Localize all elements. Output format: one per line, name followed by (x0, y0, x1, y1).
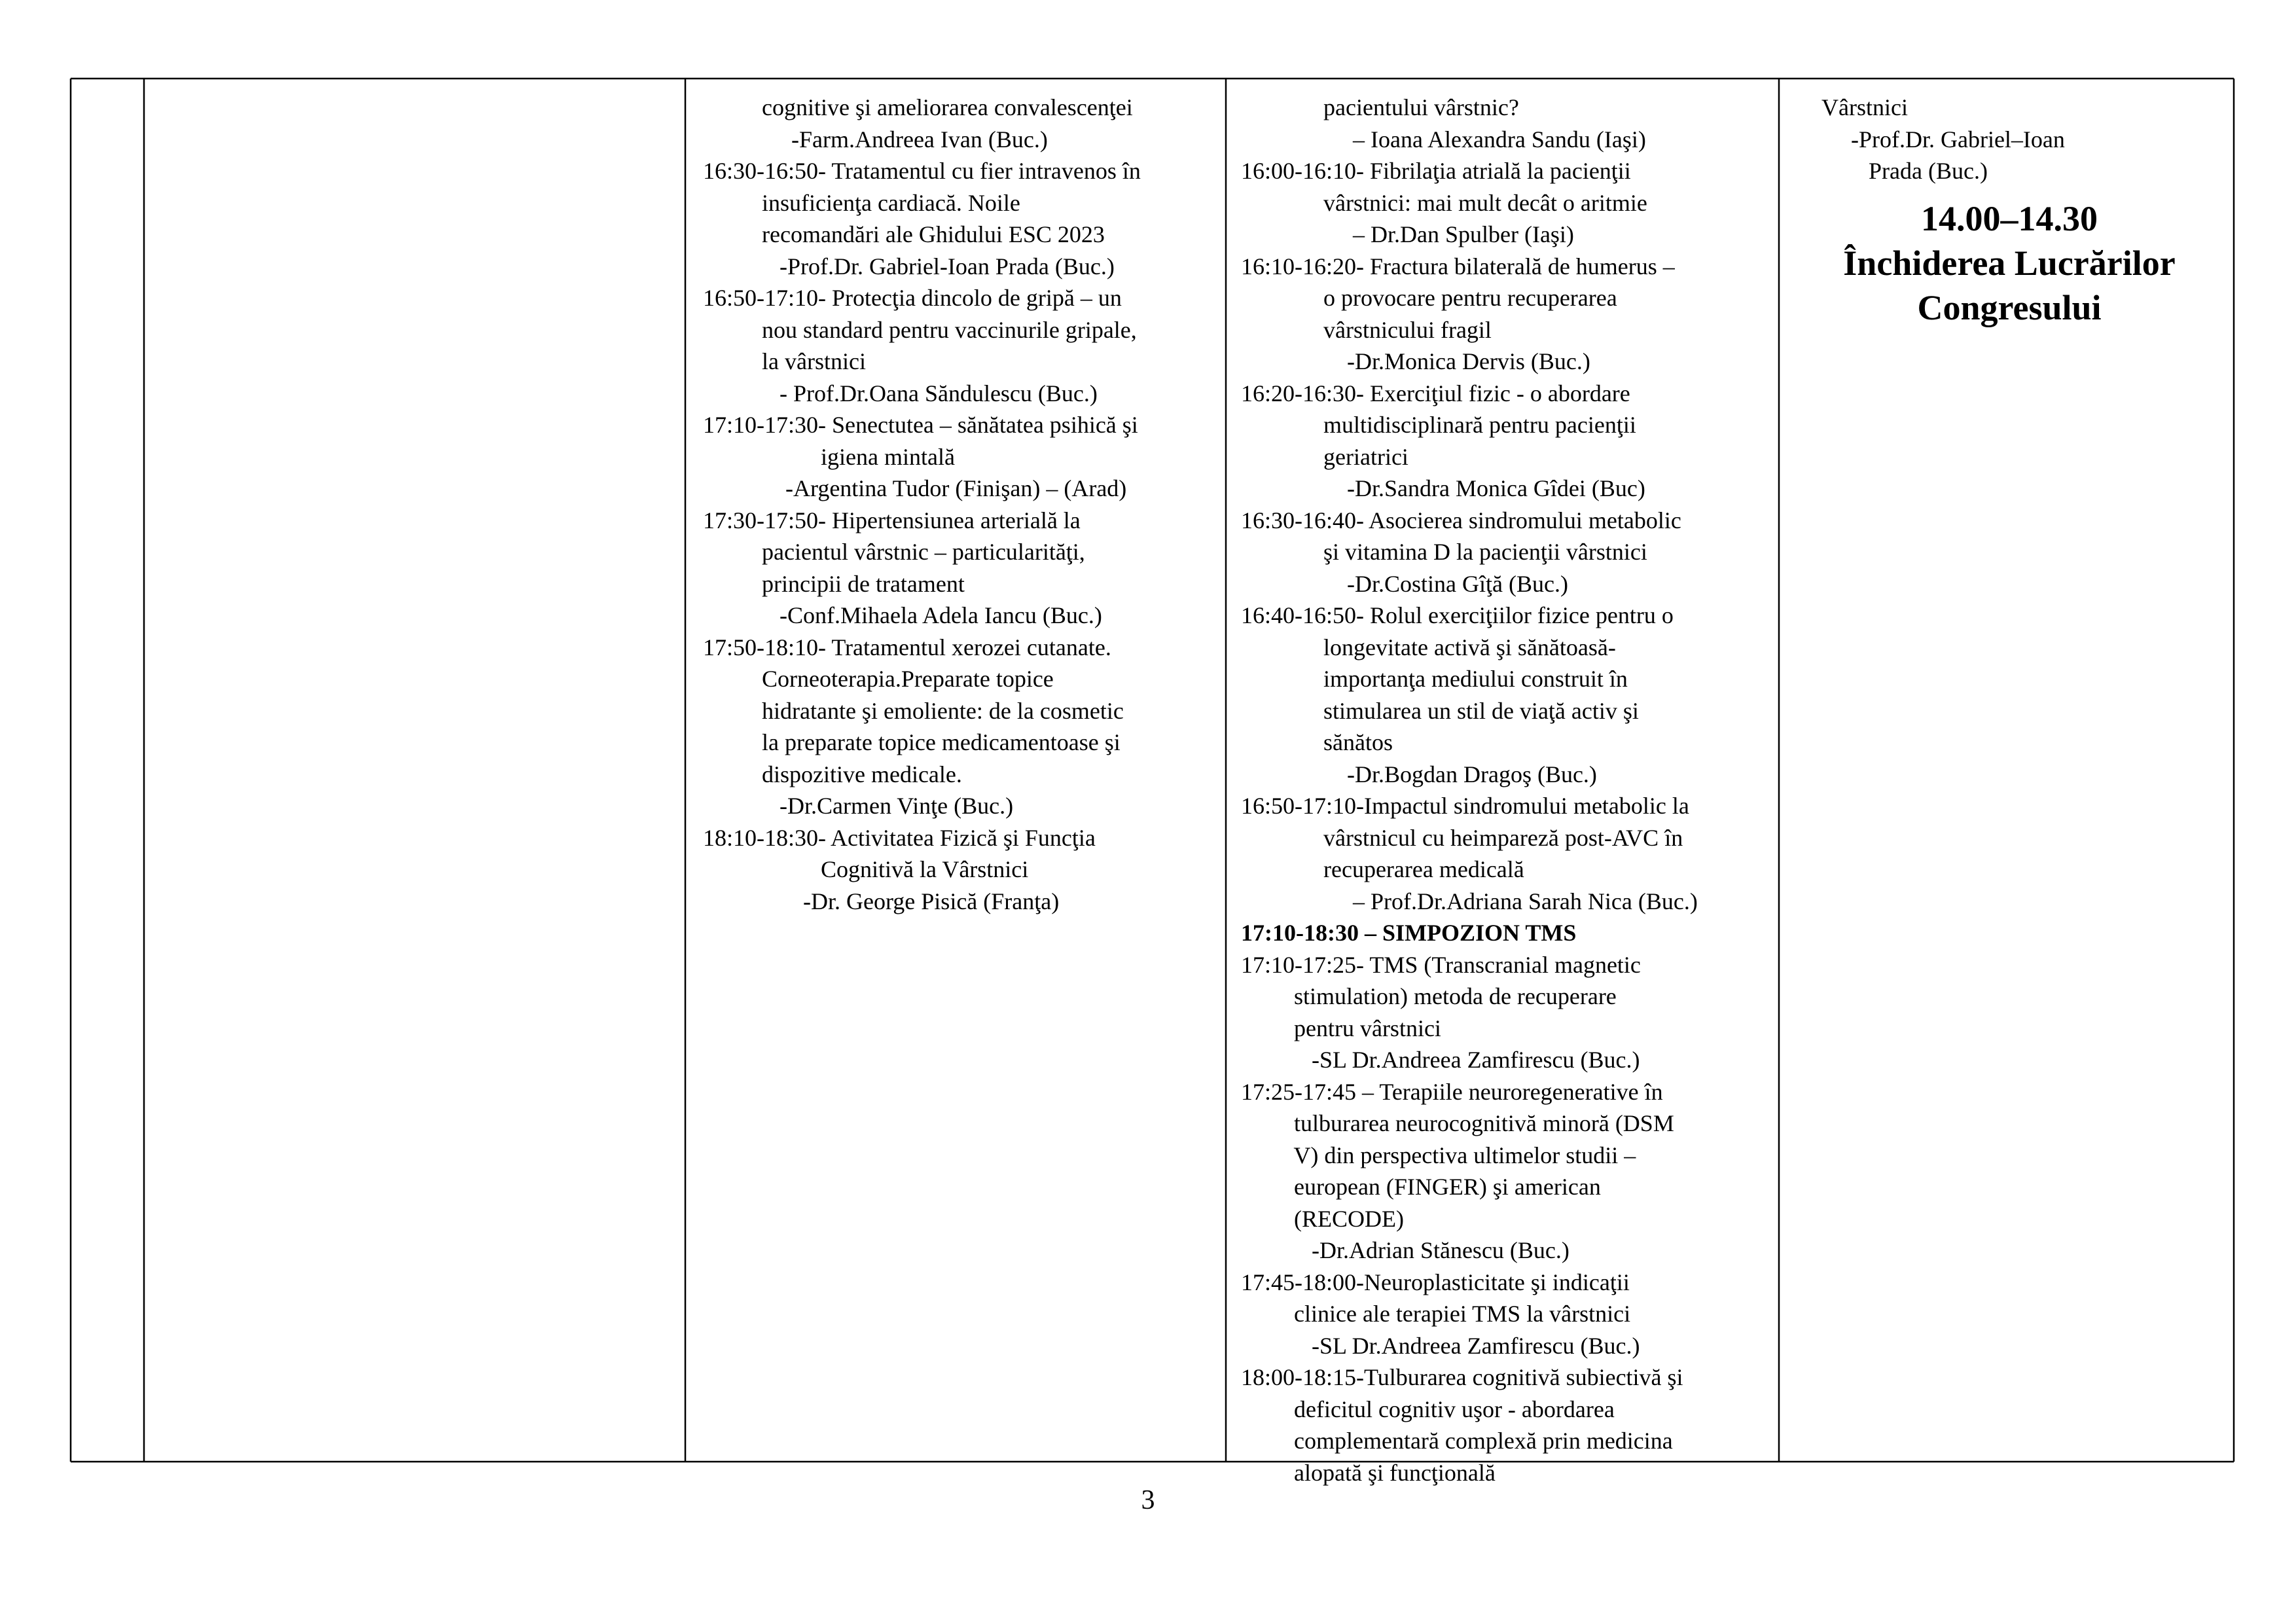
page-number: 3 (1141, 1485, 1155, 1515)
closing-time: 14.00–14.30 (1921, 199, 2098, 238)
program-line: deficitul cognitiv uşor - abordarea (1241, 1396, 1615, 1422)
program-line: 17:10-17:25- TMS (Transcranial magnetic (1241, 951, 1641, 978)
program-line: vârstnicului fragil (1241, 316, 1492, 343)
program-line: tulburarea neurocognitivă minoră (DSM (1241, 1110, 1674, 1136)
program-line: -Conf.Mihaela Adela Iancu (Buc.) (703, 602, 1102, 628)
program-line: 16:40-16:50- Rolul exerciţiilor fizice pentru o (1241, 602, 1674, 628)
program-line: 17:45-18:00-Neuroplasticitate şi indicaţii (1241, 1269, 1630, 1295)
program-line: -Dr.Sandra Monica Gîdei (Buc) (1241, 475, 1645, 501)
program-line: 16:50-17:10- Protecţia dincolo de gripă – un (703, 285, 1122, 311)
program-line: Vârstnici (1821, 94, 1908, 120)
program-line: igiena mintală (703, 443, 955, 470)
program-line: stimularea un stil de viaţă activ şi (1241, 697, 1639, 724)
program-line: – Ioana Alexandra Sandu (Iaşi) (1241, 126, 1646, 153)
program-line: vârstnicul cu heimpareză post-AVC în (1241, 824, 1683, 851)
program-line: stimulation) metoda de recuperare (1241, 983, 1617, 1009)
program-line: -SL Dr.Andreea Zamfirescu (Buc.) (1241, 1047, 1640, 1073)
program-line: cognitive şi ameliorarea convalescenţei (703, 94, 1133, 120)
program-line: -Farm.Andreea Ivan (Buc.) (703, 126, 1048, 153)
program-line: 16:10-16:20- Fractura bilaterală de humerus – (1241, 253, 1675, 280)
program-line: -Dr.Adrian Stănescu (Buc.) (1241, 1237, 1570, 1263)
program-line: -Dr.Monica Dervis (Buc.) (1241, 348, 1590, 374)
program-line: clinice ale terapiei TMS la vârstnici (1241, 1301, 1631, 1327)
program-line: complementară complexă prin medicina (1241, 1428, 1673, 1454)
program-line: pacientului vârstnic? (1241, 94, 1519, 120)
program-line: - Prof.Dr.Oana Săndulescu (Buc.) (703, 380, 1098, 406)
program-line: 16:30-16:50- Tratamentul cu fier intravenos în (703, 158, 1141, 184)
program-line: – Dr.Dan Spulber (Iaşi) (1241, 221, 1574, 247)
program-line: şi vitamina D la pacienţii vârstnici (1241, 539, 1647, 565)
program-line: -Dr. George Pisică (Franţa) (703, 888, 1060, 914)
program-line: 18:10-18:30- Activitatea Fizică şi Funcţia (703, 824, 1096, 851)
program-line: sănătos (1241, 729, 1393, 755)
program-line: Prada (Buc.) (1821, 158, 1988, 184)
program-line: -Dr.Bogdan Dragoş (Buc.) (1241, 761, 1597, 787)
program-line: 16:50-17:10-Impactul sindromului metabolic la (1241, 793, 1689, 819)
closing-title-line-2: Congresului (1917, 288, 2102, 327)
program-line: la vârstnici (703, 348, 866, 374)
program-line: Cognitivă la Vârstnici (703, 856, 1029, 882)
program-line: V) din perspectiva ultimelor studii – (1241, 1142, 1636, 1168)
program-line: recuperarea medicală (1241, 856, 1524, 882)
program-line: european (FINGER) şi american (1241, 1174, 1601, 1200)
program-line: longevitate activă şi sănătoasă- (1241, 634, 1616, 660)
program-line: 17:10-17:30- Senectutea – sănătatea psihică şi (703, 412, 1138, 438)
program-line: principii de tratament (703, 570, 965, 597)
program-line: Corneoterapia.Preparate topice (703, 666, 1054, 692)
program-line: nou standard pentru vaccinurile gripale, (703, 316, 1137, 343)
program-line: 16:20-16:30- Exerciţiul fizic - o abordare (1241, 380, 1630, 406)
program-column-3 (703, 92, 1141, 917)
program-line: recomandări ale Ghidului ESC 2023 (703, 221, 1105, 247)
program-line: 17:10-18:30 – SIMPOZION TMS (1241, 920, 1577, 946)
program-line: 16:30-16:40- Asocierea sindromului metabolic (1241, 507, 1681, 533)
program-line: alopată şi funcţională (1241, 1459, 1496, 1486)
program-line: la preparate topice medicamentoase şi (703, 729, 1121, 755)
program-line: (RECODE) (1241, 1205, 1404, 1232)
program-line: – Prof.Dr.Adriana Sarah Nica (Buc.) (1241, 888, 1698, 914)
program-line: -SL Dr.Andreea Zamfirescu (Buc.) (1241, 1332, 1640, 1359)
program-line: -Dr.Costina Gîţă (Buc.) (1241, 570, 1568, 597)
program-line: insuficienţa cardiacă. Noile (703, 189, 1020, 216)
program-line: importanţa mediului construit în (1241, 666, 1628, 692)
closing-title-line-1: Închiderea Lucrărilor (1843, 244, 2176, 283)
program-line: 16:00-16:10- Fibrilaţia atrială la pacienţii (1241, 158, 1631, 184)
program-line: -Prof.Dr. Gabriel–Ioan (1821, 126, 2065, 153)
program-line: -Dr.Carmen Vinţe (Buc.) (703, 793, 1014, 819)
program-line: hidratante şi emoliente: de la cosmetic (703, 697, 1124, 724)
program-column-4 (1241, 92, 1698, 1489)
program-line: 17:25-17:45 – Terapiile neuroregenerative în (1241, 1078, 1663, 1105)
program-line: geriatrici (1241, 443, 1408, 470)
program-line: multidisciplinară pentru pacienţii (1241, 412, 1636, 438)
program-line: 17:50-18:10- Tratamentul xerozei cutanate. (703, 634, 1111, 660)
closing-title (1782, 241, 2237, 330)
program-line: pacientul vârstnic – particularităţi, (703, 539, 1085, 565)
program-line: 18:00-18:15-Tulburarea cognitivă subiectivă şi (1241, 1364, 1683, 1390)
program-line: vârstnici: mai mult decât o aritmie (1241, 189, 1647, 216)
program-line: -Prof.Dr. Gabriel-Ioan Prada (Buc.) (703, 253, 1115, 280)
program-line: pentru vârstnici (1241, 1015, 1441, 1041)
program-column-5 (1821, 92, 2065, 187)
program-line: o provocare pentru recuperarea (1241, 285, 1617, 311)
program-line: -Argentina Tudor (Finişan) – (Arad) (703, 475, 1127, 501)
program-line: dispozitive medicale. (703, 761, 962, 787)
program-line: 17:30-17:50- Hipertensiunea arterială la (703, 507, 1081, 533)
